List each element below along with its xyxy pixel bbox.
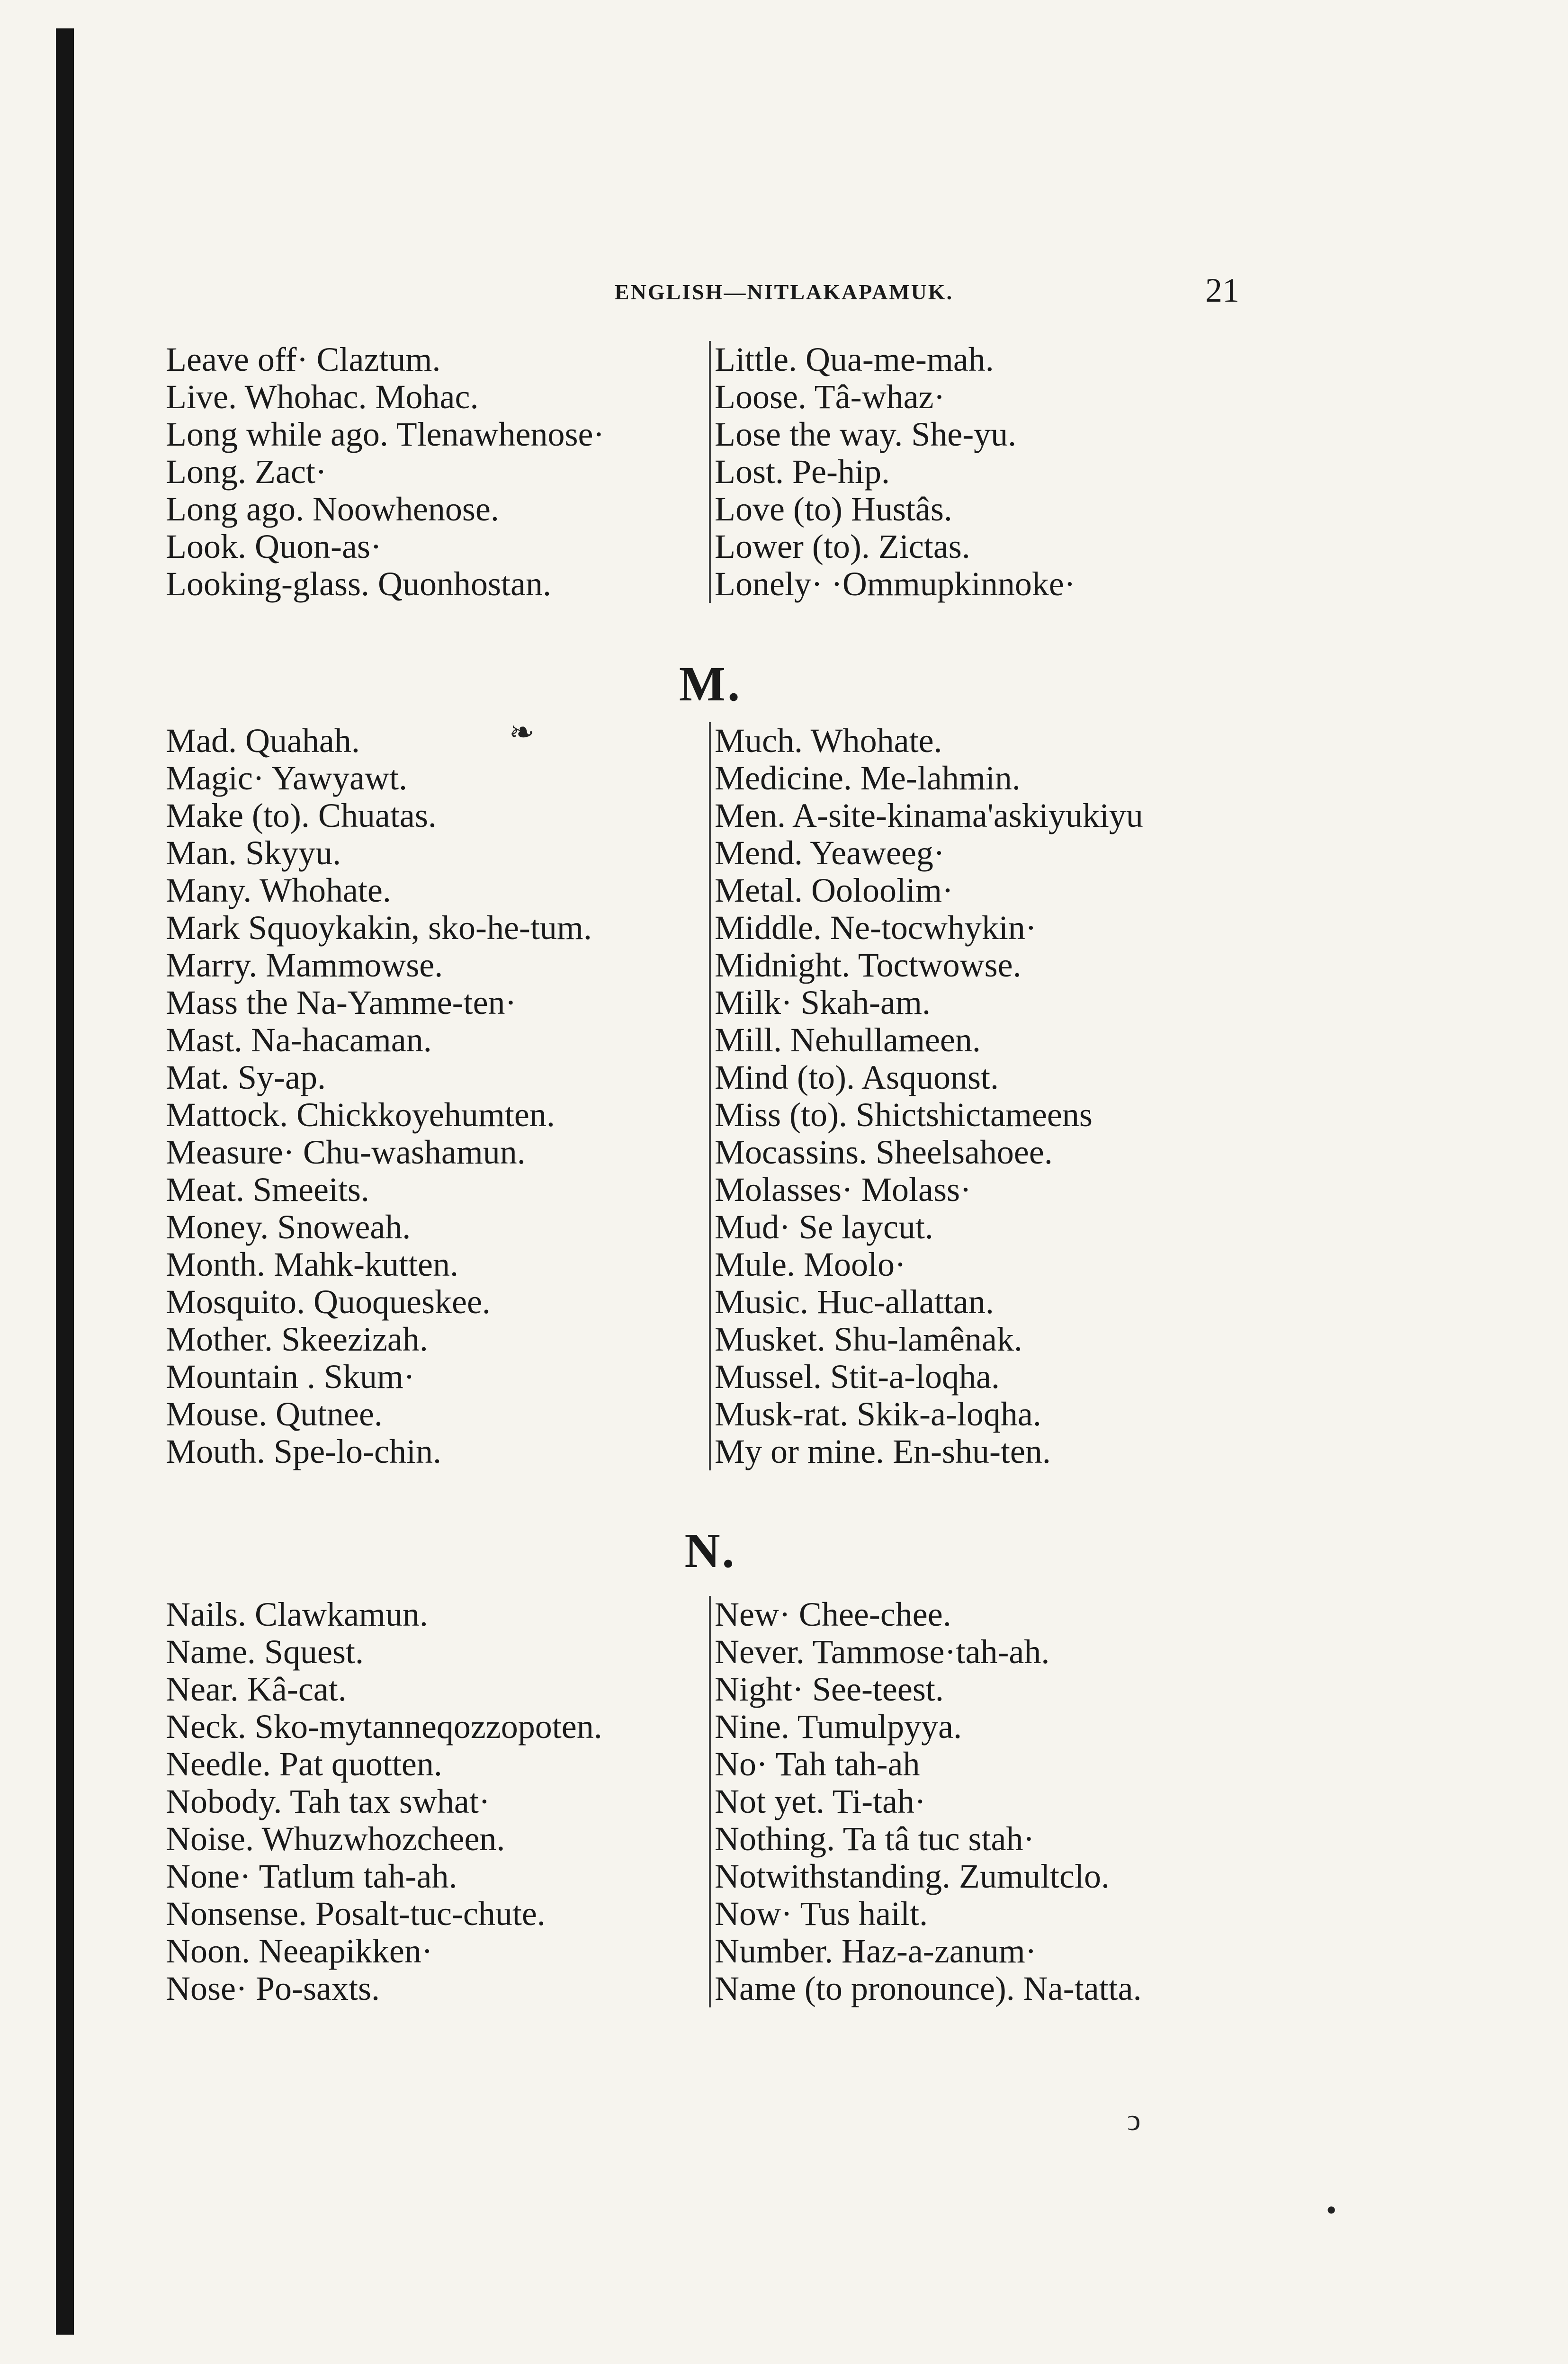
entries-m-right bbox=[709, 722, 1387, 1470]
dictionary-entry: Mill. Nehullameen. bbox=[715, 1021, 981, 1059]
dictionary-entry: Month. Mahk-kutten. bbox=[166, 1245, 458, 1283]
dictionary-entry: Name. Squest. bbox=[166, 1633, 364, 1671]
dictionary-entry: Metal. Ooloolim· bbox=[715, 871, 953, 909]
dictionary-entry: Midnight. Toctwowse. bbox=[715, 946, 1021, 984]
dictionary-entry: Much. Whohate. bbox=[715, 722, 942, 760]
dictionary-entry: Molasses· Molass· bbox=[715, 1171, 971, 1209]
section-heading-n: N. bbox=[684, 1523, 736, 1578]
dictionary-entry: Nails. Clawkamun. bbox=[166, 1595, 428, 1633]
dictionary-entry: Miss (to). Shictshictameens bbox=[715, 1096, 1093, 1134]
dictionary-entry: Money. Snoweah. bbox=[166, 1208, 411, 1246]
dictionary-entry: Musk-rat. Skik-a-loqha. bbox=[715, 1395, 1041, 1433]
dictionary-entry: Notwithstanding. Zumultclo. bbox=[715, 1857, 1110, 1895]
dictionary-entry: Mattock. Chickkoyehumten. bbox=[166, 1096, 555, 1134]
dictionary-entry: Number. Haz-a-zanum· bbox=[715, 1932, 1037, 1970]
dictionary-entry: Many. Whohate. bbox=[166, 871, 391, 909]
dictionary-entry: Men. A-site-kinama'askiyukiyu bbox=[715, 797, 1143, 834]
entries-n-left bbox=[166, 1596, 696, 2007]
dictionary-entry: Meat. Smeeits. bbox=[166, 1171, 369, 1209]
dictionary-entry: Mind (to). Asquonst. bbox=[715, 1058, 999, 1096]
dictionary-entry: Medicine. Me-lahmin. bbox=[715, 759, 1021, 797]
dictionary-entry: Lose the way. She-yu. bbox=[715, 415, 1017, 453]
dictionary-entry: Mouse. Qutnee. bbox=[166, 1395, 383, 1433]
dictionary-entry: New· Chee-chee. bbox=[715, 1595, 951, 1633]
entries-m-left bbox=[166, 722, 696, 1470]
section-heading-m: M. bbox=[679, 657, 742, 711]
dictionary-entry: Mocassins. Sheelsahoee. bbox=[715, 1133, 1053, 1171]
dictionary-entry: Mouth. Spe-lo-chin. bbox=[166, 1433, 441, 1470]
dictionary-entry: Middle. Ne-tocwhykin· bbox=[715, 909, 1037, 947]
dictionary-entry: Mosquito. Quoqueskee. bbox=[166, 1283, 491, 1321]
dictionary-entry: None· Tatlum tah-ah. bbox=[166, 1857, 457, 1895]
dictionary-entry: Milk· Skah-am. bbox=[715, 984, 931, 1021]
dictionary-entry: Nobody. Tah tax swhat· bbox=[166, 1782, 490, 1820]
dictionary-entry: Musket. Shu-lamênak. bbox=[715, 1320, 1022, 1358]
page-number: 21 bbox=[1205, 271, 1239, 309]
dictionary-entry: Mud· Se laycut. bbox=[715, 1208, 933, 1246]
dictionary-entry: Name (to pronounce). Na-tatta. bbox=[715, 1970, 1142, 2007]
dictionary-entry: No· Tah tah-ah bbox=[715, 1745, 920, 1783]
dictionary-entry: Look. Quon-as· bbox=[166, 528, 382, 565]
dictionary-entry: Never. Tammose·tah-ah. bbox=[715, 1633, 1050, 1671]
dictionary-entry: Not yet. Ti-tah· bbox=[715, 1782, 926, 1820]
dictionary-entry: Little. Qua-me-mah. bbox=[715, 340, 994, 378]
dictionary-entry: Mast. Na-hacaman. bbox=[166, 1021, 432, 1059]
dictionary-entry: My or mine. En-shu-ten. bbox=[715, 1433, 1051, 1470]
ink-mark: ↄ bbox=[1127, 2103, 1141, 2137]
dictionary-entry: Mend. Yeaweeg· bbox=[715, 834, 945, 872]
dictionary-entry: Loose. Tâ-whaz· bbox=[715, 378, 945, 416]
dictionary-entry: Near. Kâ-cat. bbox=[166, 1670, 347, 1708]
dictionary-entry: Nine. Tumulpyya. bbox=[715, 1708, 962, 1746]
dictionary-entry: Noise. Whuzwhozcheen. bbox=[166, 1820, 505, 1858]
dictionary-entry: Leave off· Claztum. bbox=[166, 340, 441, 378]
dictionary-entry: Neck. Sko-mytanneqozzopoten. bbox=[166, 1708, 602, 1746]
dictionary-entry: Nothing. Ta tâ tuc stah· bbox=[715, 1820, 1035, 1858]
dictionary-entry: Nonsense. Posalt-tuc-chute. bbox=[166, 1895, 546, 1933]
dictionary-entry: Man. Skyyu. bbox=[166, 834, 341, 872]
entries-l-right bbox=[709, 341, 1387, 603]
dictionary-entry: Love (to) Hustâs. bbox=[715, 490, 952, 528]
dictionary-entry: Lonely· ·Ommupkinnoke· bbox=[715, 565, 1075, 603]
entries-l-left bbox=[166, 341, 696, 603]
dictionary-entry: Measure· Chu-washamun. bbox=[166, 1133, 526, 1171]
dictionary-entry: Mountain . Skum· bbox=[166, 1358, 415, 1396]
dictionary-entry: Mass the Na-Yamme-ten· bbox=[166, 984, 517, 1021]
dictionary-entry: Music. Huc-allattan. bbox=[715, 1283, 994, 1321]
dictionary-entry: Long ago. Noowhenose. bbox=[166, 490, 499, 528]
dictionary-entry: Magic· Yawyawt. bbox=[166, 759, 407, 797]
dictionary-entry: Nose· Po-saxts. bbox=[166, 1970, 380, 2007]
dictionary-entry: Make (to). Chuatas. bbox=[166, 797, 437, 834]
dictionary-entry: Mat. Sy-ap. bbox=[166, 1058, 326, 1096]
dictionary-entry: Noon. Neeapikken· bbox=[166, 1932, 433, 1970]
dictionary-entry: Lost. Pe-hip. bbox=[715, 453, 890, 491]
dictionary-entry: Needle. Pat quotten. bbox=[166, 1745, 442, 1783]
dictionary-entry: Lower (to). Zictas. bbox=[715, 528, 970, 565]
dictionary-entry: Night· See-teest. bbox=[715, 1670, 944, 1708]
ink-mark: ❧ bbox=[509, 716, 535, 749]
dictionary-entry: Live. Whohac. Mohac. bbox=[166, 378, 479, 416]
entries-n-right bbox=[709, 1596, 1387, 2007]
dictionary-entry: Marry. Mammowse. bbox=[166, 946, 443, 984]
dictionary-entry: Mussel. Stit-a-loqha. bbox=[715, 1358, 1000, 1396]
dictionary-entry: Mother. Skeezizah. bbox=[166, 1320, 428, 1358]
ink-mark: • bbox=[1326, 2193, 1337, 2227]
dictionary-entry: Mad. Quahah. bbox=[166, 722, 360, 760]
page-binding-edge bbox=[56, 28, 74, 2335]
dictionary-entry: Long while ago. Tlenawhenose· bbox=[166, 415, 605, 453]
dictionary-entry: Long. Zact· bbox=[166, 453, 327, 491]
running-head: ENGLISH—NITLAKAPAMUK. bbox=[614, 280, 954, 304]
dictionary-entry: Now· Tus hailt. bbox=[715, 1895, 928, 1933]
dictionary-entry: Mule. Moolo· bbox=[715, 1245, 906, 1283]
dictionary-entry: Looking-glass. Quonhostan. bbox=[166, 565, 551, 603]
dictionary-entry: Mark Squoykakin, sko-he-tum. bbox=[166, 909, 592, 947]
